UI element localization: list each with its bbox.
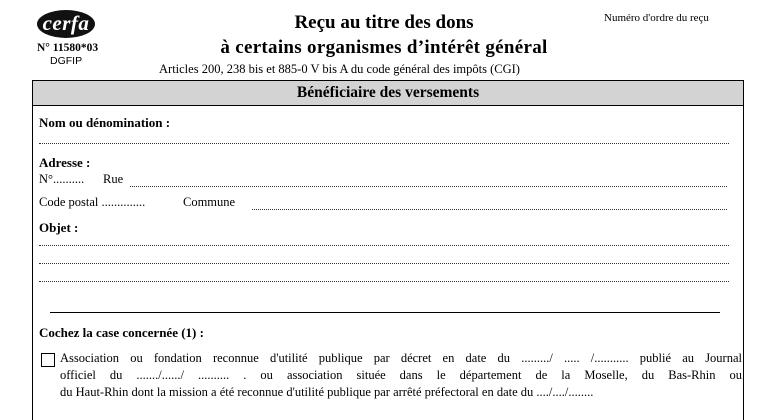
order-number-label: Numéro d'ordre du reçu (604, 12, 709, 24)
option1-line3: du Haut-Rhin dont la mission a été reconnue d'utilité publique par arrêté préfectoral en date du ..../..../........ (60, 385, 594, 399)
object-label: Objet : (39, 220, 79, 235)
agency-name: DGFIP (50, 55, 83, 67)
postal-code-label: Code postal .............. (39, 195, 146, 209)
street-number-label: N°.......... (39, 172, 85, 186)
form-title-line1: Reçu au titre des dons (294, 12, 474, 33)
object-line-1[interactable] (39, 245, 729, 246)
commune-label: Commune (183, 195, 236, 209)
form-title-line2: à certains organismes d’intérêt général (220, 37, 548, 58)
object-line-2[interactable] (39, 263, 729, 264)
section-divider (50, 312, 720, 313)
name-field[interactable] (39, 143, 729, 144)
cerfa-logo: cerfa (37, 10, 95, 38)
association-checkbox[interactable] (41, 353, 55, 367)
address-label: Adresse : (39, 155, 91, 170)
checkbox-section-label: Cochez la case concernée (1) : (39, 325, 204, 340)
street-field[interactable] (130, 186, 727, 187)
name-label: Nom ou dénomination : (39, 115, 171, 130)
option1-line1: Association ou fondation reconnue d'utilité publique par décret en date du ........./ ..... /........... publié au Journal (60, 351, 742, 365)
street-label: Rue (103, 172, 124, 186)
cerfa-number: N° 11580*03 (37, 42, 99, 54)
section-title: Bénéficiaire des versements (33, 81, 743, 106)
legal-articles: Articles 200, 238 bis et 885-0 V bis A du code général des impôts (CGI) (159, 62, 520, 76)
commune-field[interactable] (252, 209, 727, 210)
object-line-3[interactable] (39, 281, 729, 282)
option1-line2: officiel du ......./....../ .......... . ou association située dans le département de la Moselle, du Bas-Rhin ou (60, 368, 742, 382)
